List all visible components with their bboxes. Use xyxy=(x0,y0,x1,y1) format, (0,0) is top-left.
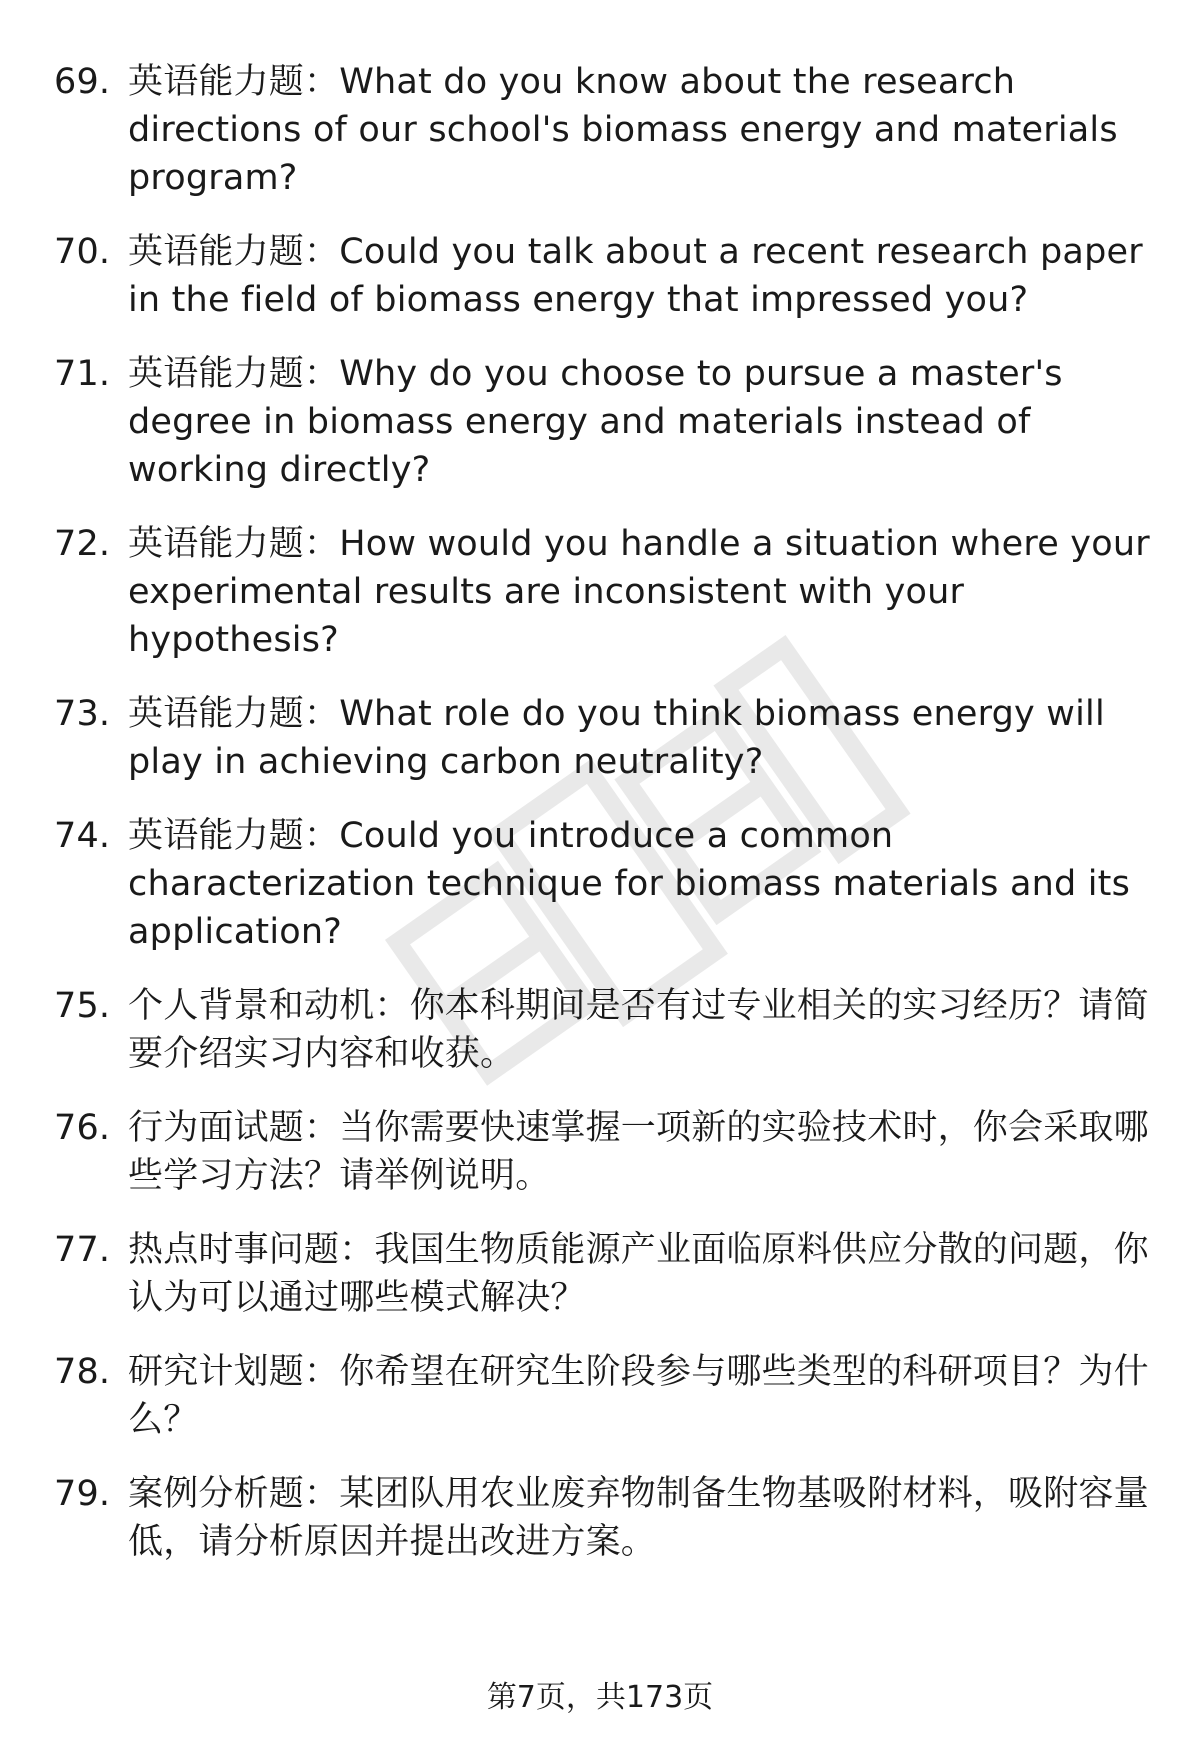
question-number: 79. xyxy=(54,1474,111,1514)
question-text: 热点时事问题：我国生物质能源产业面临原料供应分散的问题，你认为可以通过哪些模式解决？ xyxy=(128,1230,1149,1318)
question-text: 英语能力题：How would you handle a situation where your experimental results are inconsistent with your hypothesis? xyxy=(128,524,1150,660)
question-number: 78. xyxy=(54,1352,111,1392)
question-item xyxy=(54,982,1154,1078)
question-text: 英语能力题：What role do you think biomass energy will play in achieving carbon neutrality? xyxy=(128,694,1105,782)
question-text: 个人背景和动机：你本科期间是否有过专业相关的实习经历？请简要介绍实习内容和收获。 xyxy=(128,986,1149,1074)
question-number: 76. xyxy=(54,1108,111,1148)
question-text: 英语能力题：Why do you choose to pursue a master's degree in biomass energy and materials instead of working directly? xyxy=(128,354,1063,490)
question-number: 77. xyxy=(54,1230,111,1270)
question-text: 英语能力题：Could you introduce a common characterization technique for biomass materials and its application? xyxy=(128,816,1131,952)
question-item xyxy=(54,690,1154,786)
page-footer: 第7页，共173页 xyxy=(486,1680,714,1715)
question-item xyxy=(54,520,1154,664)
question-item xyxy=(54,1348,1154,1444)
question-item xyxy=(54,228,1154,324)
question-text: 英语能力题：Could you talk about a recent research paper in the field of biomass energy that impressed you? xyxy=(128,232,1143,320)
question-number: 72. xyxy=(54,524,111,564)
question-text: 研究计划题：你希望在研究生阶段参与哪些类型的科研项目？为什么？ xyxy=(128,1352,1149,1440)
question-number: 75. xyxy=(54,986,111,1026)
question-item xyxy=(54,812,1154,956)
question-number: 74. xyxy=(54,816,111,856)
question-number: 69. xyxy=(54,62,111,102)
question-number: 73. xyxy=(54,694,111,734)
question-text: 案例分析题：某团队用农业废弃物制备生物基吸附材料，吸附容量低，请分析原因并提出改进方案。 xyxy=(128,1474,1149,1562)
question-list xyxy=(54,58,1154,1592)
question-item xyxy=(54,1226,1154,1322)
question-item xyxy=(54,58,1154,202)
question-item xyxy=(54,1470,1154,1566)
question-text: 行为面试题：当你需要快速掌握一项新的实验技术时，你会采取哪些学习方法？请举例说明。 xyxy=(128,1108,1149,1196)
question-number: 70. xyxy=(54,232,111,272)
question-number: 71. xyxy=(54,354,111,394)
question-text: 英语能力题：What do you know about the research directions of our school's biomass energy and materials program? xyxy=(128,62,1118,198)
question-item xyxy=(54,350,1154,494)
question-item xyxy=(54,1104,1154,1200)
